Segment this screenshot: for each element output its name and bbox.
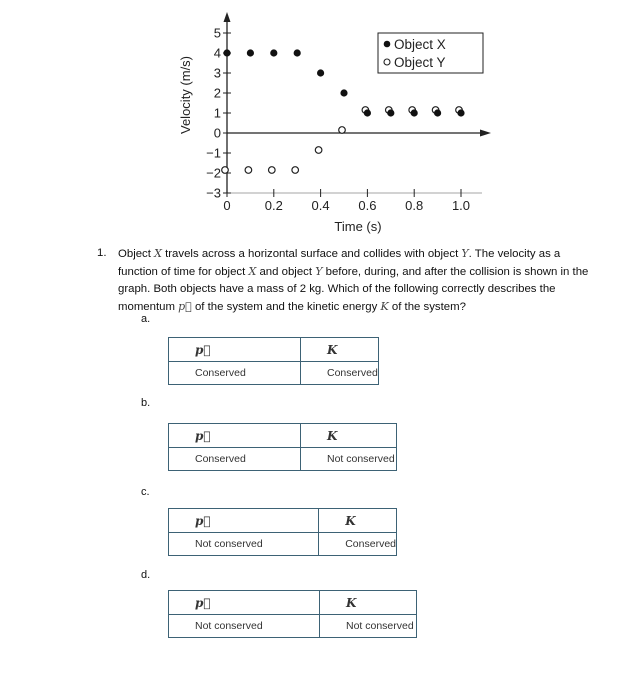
x-tick-label: 0.8 bbox=[405, 198, 424, 213]
header-kinetic-energy: K bbox=[320, 591, 417, 615]
x-axis-label: Time (s) bbox=[334, 219, 382, 234]
object-x-point bbox=[411, 109, 418, 116]
x-tick-label: 0 bbox=[223, 198, 231, 213]
object-x-point bbox=[457, 109, 464, 116]
legend-object-y-label: Object Y bbox=[394, 55, 446, 70]
object-x-point bbox=[294, 49, 301, 56]
object-y-point bbox=[292, 167, 299, 174]
var-y: Y bbox=[461, 247, 469, 260]
object-x-point bbox=[270, 49, 277, 56]
momentum-value: Conserved bbox=[169, 362, 301, 385]
x-tick-label: 1.0 bbox=[451, 198, 471, 213]
text: before, during, and after the collision is shown in the graph. Both objects have a mass of 2 kg. Which of the following correctly describes the momentum bbox=[118, 266, 589, 313]
x-tick-label: 0.6 bbox=[358, 198, 377, 213]
object-x-point bbox=[364, 109, 371, 116]
option-a-label[interactable]: a. bbox=[141, 313, 151, 325]
header-momentum: p⃗ bbox=[169, 591, 320, 615]
y-tick-label: 1 bbox=[213, 105, 221, 121]
y-tick-label: 5 bbox=[213, 25, 221, 41]
momentum-value: Not conserved bbox=[169, 533, 319, 556]
y-tick-label: 3 bbox=[213, 65, 221, 81]
var-y: Y bbox=[315, 265, 323, 278]
x-axis-arrow bbox=[480, 130, 491, 137]
kinetic-energy-value: Not conserved bbox=[320, 615, 417, 638]
text: travels across a horizontal surface and collides with object bbox=[161, 248, 462, 260]
y-tick-label: 2 bbox=[213, 85, 221, 101]
option-d-table[interactable] bbox=[168, 590, 417, 638]
text: of the system? bbox=[388, 301, 466, 313]
y-tick-label: −3 bbox=[206, 185, 221, 201]
legend-object-x-marker bbox=[384, 41, 391, 48]
question-text bbox=[118, 245, 598, 316]
object-x-point bbox=[247, 49, 254, 56]
legend-object-y-marker bbox=[384, 59, 390, 65]
text: . The velocity as a function of time for object bbox=[118, 248, 561, 278]
option-c-table[interactable] bbox=[168, 508, 397, 556]
legend-object-x-label: Object X bbox=[394, 37, 446, 52]
y-axis-arrow bbox=[224, 12, 231, 22]
object-y-point bbox=[339, 127, 346, 134]
object-x-point bbox=[223, 49, 230, 56]
momentum-value: Conserved bbox=[169, 448, 301, 471]
text: and object bbox=[256, 266, 316, 278]
var-k: K bbox=[380, 300, 389, 313]
option-c-label[interactable]: c. bbox=[141, 486, 150, 498]
header-kinetic-energy: K bbox=[319, 509, 397, 533]
object-x-point bbox=[387, 109, 394, 116]
option-d-label[interactable]: d. bbox=[141, 569, 151, 581]
object-y-point bbox=[245, 167, 252, 174]
object-y-point bbox=[269, 167, 276, 174]
object-x-point bbox=[340, 89, 347, 96]
header-momentum: p⃗ bbox=[169, 424, 301, 448]
var-p: p⃗ bbox=[178, 300, 192, 313]
header-kinetic-energy: K bbox=[301, 424, 397, 448]
object-x-point bbox=[317, 69, 324, 76]
option-a-table[interactable] bbox=[168, 337, 379, 385]
object-y-point bbox=[222, 167, 229, 174]
kinetic-energy-value: Conserved bbox=[301, 362, 379, 385]
y-axis-label: Velocity (m/s) bbox=[178, 55, 193, 135]
var-x: X bbox=[248, 265, 257, 278]
y-tick-label: −2 bbox=[206, 165, 221, 181]
header-momentum: p⃗ bbox=[169, 338, 301, 362]
momentum-value: Not conserved bbox=[169, 615, 320, 638]
question-number: 1. bbox=[97, 247, 107, 259]
x-tick-label: 0.2 bbox=[264, 198, 283, 213]
object-x-point bbox=[434, 109, 441, 116]
kinetic-energy-value: Conserved bbox=[319, 533, 397, 556]
var-x: X bbox=[154, 247, 162, 260]
x-tick-label: 0.4 bbox=[311, 198, 330, 213]
object-y-point bbox=[315, 147, 322, 154]
velocity-time-chart bbox=[0, 0, 638, 240]
y-tick-label: 0 bbox=[213, 125, 221, 141]
text: of the system and the kinetic energy bbox=[191, 301, 381, 313]
header-momentum: p⃗ bbox=[169, 509, 319, 533]
header-kinetic-energy: K bbox=[301, 338, 379, 362]
y-tick-label: −1 bbox=[206, 145, 221, 161]
option-b-label[interactable]: b. bbox=[141, 397, 151, 409]
kinetic-energy-value: Not conserved bbox=[301, 448, 397, 471]
text: Object bbox=[118, 248, 155, 260]
y-tick-label: 4 bbox=[213, 45, 221, 61]
option-b-table[interactable] bbox=[168, 423, 397, 471]
